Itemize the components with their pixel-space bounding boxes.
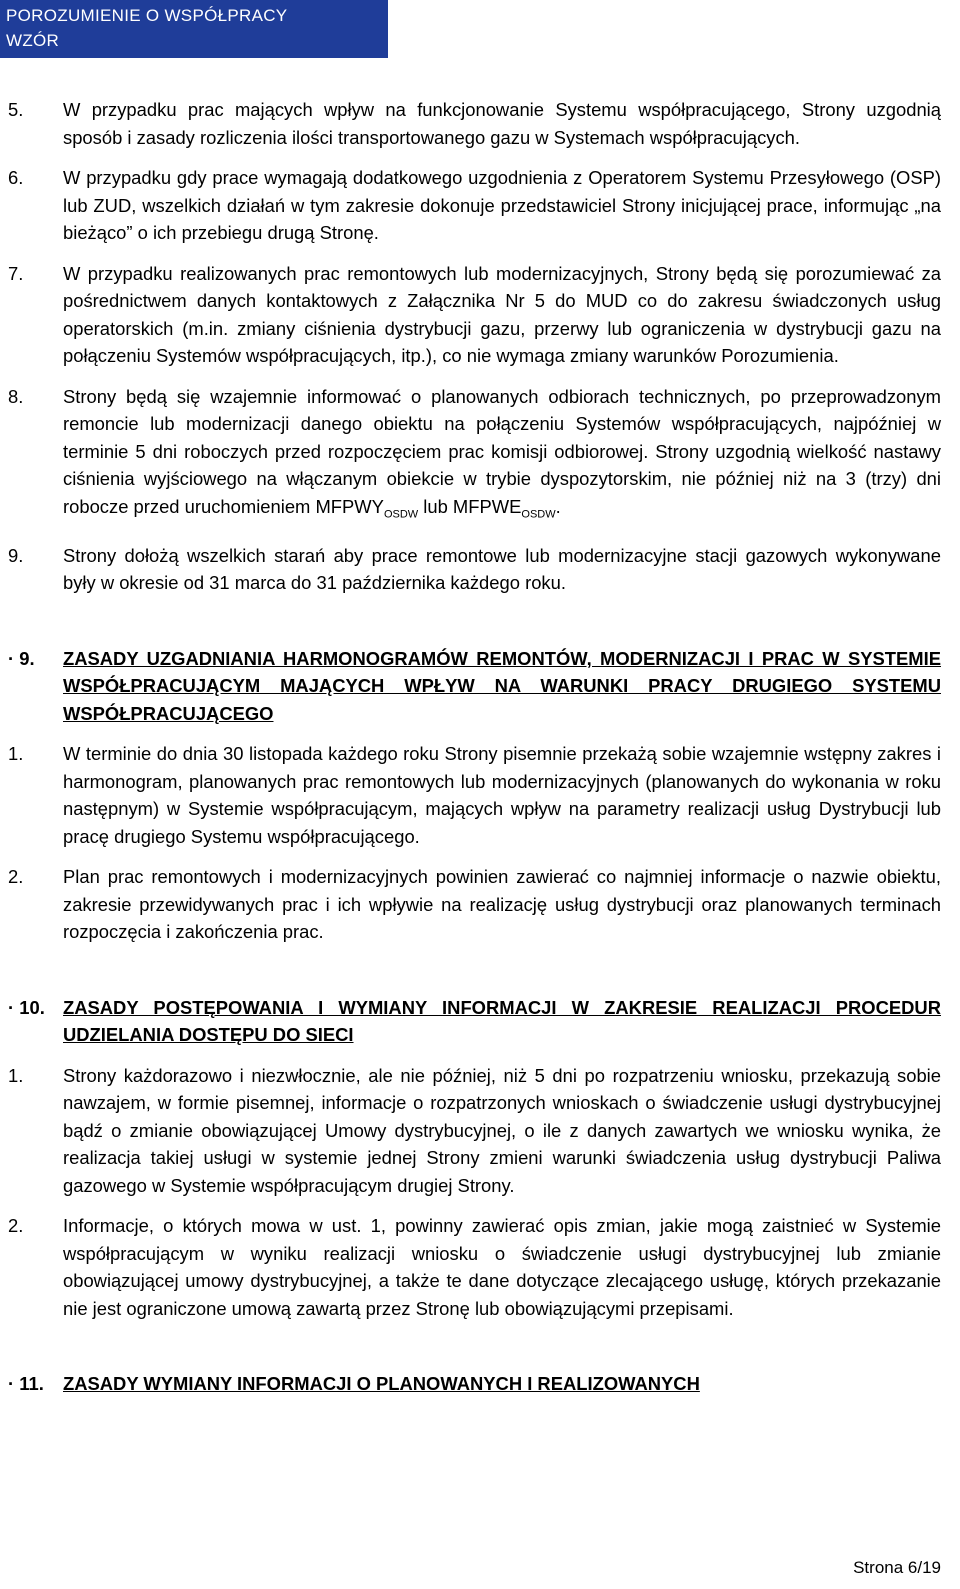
- paragraph-number: 5.: [8, 99, 24, 120]
- paragraph-number: 8.: [8, 385, 24, 407]
- paragraph-text: Plan prac remontowych i modernizacyjnych powinien zawierać co najmniej informacje o nazwie obiektu, zakresie przewidywanych prac i ich wpływie na realizację usług dystrybucji oraz planowanych terminach rozpoczęcia i zakończenia prac.: [63, 866, 941, 943]
- paragraph-7: [0, 260, 960, 370]
- section-number: 10.: [19, 996, 45, 1018]
- paragraph-text: W przypadku realizowanych prac remontowych lub modernizacyjnych, Strony będą się porozumiewać za pośrednictwem danych kontaktowych z Załącznika Nr 5 do MUD co do zakresu świadczonych usług operatorskich (m.in. zmiany ciśnienia dystrybucji gazu, przerwy lub ograniczenia w dystrybucji gazu na połączeniu Systemów współpracujących, itp.), co nie wymaga zmiany warunków Porozumienia.: [63, 262, 941, 366]
- paragraph-9: [0, 542, 960, 597]
- section-10-item-1: [0, 1062, 960, 1200]
- paragraph-5: [0, 96, 960, 151]
- section-title: ZASADY POSTĘPOWANIA I WYMIANY INFORMACJI W ZAKRESIE REALIZACJI PROCEDUR UDZIELANIA DOSTĘPU DO SIECI: [63, 996, 941, 1046]
- paragraph-text: Strony każdorazowo i niezwłocznie, ale nie później, niż 5 dni po rozpatrzeniu wniosku, przekazują sobie nawzajem, w formie pisemnej, informacje o rozpatrzonych wnioskach o świadczenie usługi dystrybucyjnej bądź o zmianie obowiązującej Umowy dystrybucyjnej, o ile z danych zawartych we wniosku wynika, że realizacja takiej usługi w systemie jednej Strony zmieni warunki świadczenia usług dystrybucji Paliwa gazowego w Systemie współpracującym drugiej Strony.: [63, 1064, 941, 1196]
- paragraph-number: 1.: [8, 743, 24, 765]
- paragraph-text-mid: lub MFPWE: [418, 495, 522, 517]
- paragraph-number: 1.: [8, 1064, 24, 1086]
- section-9-heading: [0, 645, 960, 728]
- paragraph-number: 2.: [8, 866, 24, 888]
- paragraph-8: [0, 383, 960, 529]
- paragraph-number: 6.: [8, 167, 24, 188]
- paragraph-text-end: .: [555, 495, 561, 517]
- document-header: [0, 0, 388, 58]
- section-marker: ·: [8, 647, 15, 669]
- paragraph-text: Informacje, o których mowa w ust. 1, powinny zawierać opis zmian, jakie mogą zaistnieć w Systemie współpracującym w wyniku realizacji wniosku o świadczenie usługi dystrybucyjnej lub zmianie obowiązującej umowy dystrybucyjnej, a także te dane dotyczące zlecającego usługę, których przekazanie nie jest ograniczone umową zawartą przez Stronę lub obowiązującymi przepisami.: [63, 1215, 941, 1319]
- paragraph-text: W terminie do dnia 30 listopada każdego roku Strony pisemnie przekażą sobie wzajemnie wstępny zakres i harmonogram, planowanych prac remontowych lub modernizacyjnych (planowanych do wykonania w roku następnym) w Systemie współpracującym, mających wpływ na parametry realizacji usług Dystrybucji lub pracę drugiego Systemu współpracującego.: [63, 743, 941, 847]
- section-number: 11.: [19, 1373, 44, 1395]
- document-title: POROZUMIENIE O WSPÓŁPRACY: [6, 6, 288, 25]
- section-11-heading: [0, 1370, 960, 1398]
- section-10-item-2: [0, 1212, 960, 1322]
- paragraph-text: Strony dołożą wszelkich starań aby prace remontowe lub modernizacyjne stacji gazowych wykonywane były w okresie od 31 marca do 31 października każdego roku.: [63, 544, 941, 594]
- section-title: ZASADY UZGADNIANIA HARMONOGRAMÓW REMONTÓW, MODERNIZACJI I PRAC W SYSTEMIE WSPÓŁPRACUJĄCYM MAJĄCYCH WPŁYW NA WARUNKI PRACY DRUGIEGO SYSTEMU WSPÓŁPRACUJĄCEGO: [63, 647, 941, 724]
- section-marker: ·: [8, 996, 15, 1018]
- paragraph-text: [63, 383, 941, 529]
- section-10-heading: [0, 994, 960, 1049]
- section-number: 9.: [19, 647, 35, 669]
- section-title: ZASADY WYMIANY INFORMACJI O PLANOWANYCH I REALIZOWANYCH: [63, 1373, 700, 1395]
- subscript-osdw: OSDW: [521, 508, 556, 521]
- paragraph-text: W przypadku gdy prace wymagają dodatkowego uzgodnienia z Operatorem Systemu Przesyłowego (OSP) lub ZUD, wszelkich działań w tym zakresie dokonuje przedstawiciel Strony inicjującej prace, informując „na bieżąco” o ich przebiegu drugą Stronę.: [63, 167, 941, 243]
- paragraph-number: 9.: [8, 544, 24, 566]
- paragraph-number: 7.: [8, 262, 24, 284]
- section-9-item-1: [0, 740, 960, 850]
- document-body: [0, 96, 960, 1398]
- document-subtitle: WZÓR: [6, 31, 60, 50]
- paragraph-text: W przypadku prac mających wpływ na funkcjonowanie Systemu współpracującego, Strony uzgodnią sposób i zasady rozliczenia ilości transportowanego gazu w Systemach współpracujących.: [63, 99, 941, 148]
- section-9-item-2: [0, 863, 960, 946]
- section-marker: ·: [8, 1373, 15, 1395]
- paragraph-number: 2.: [8, 1215, 24, 1237]
- subscript-osdw: OSDW: [383, 508, 419, 521]
- paragraph-text-main: Strony będą się wzajemnie informować o planowanych odbiorach technicznych, po przeprowadzonym remoncie lub modernizacji danego obiektu na połączeniu Systemów współpracujących, najpóźniej w terminie 5 dni roboczych przed rozpoczęciem prac komisji odbiorowej. Strony uzgodnią wielkość nastawy ciśnienia wyjściowego na włączanym obiekcie w trybie dyspozytorskim, nie później niż na 3 (trzy) dni robocze przed uruchomieniem MFPWY: [63, 385, 941, 517]
- page-number: Strona 6/19: [853, 1558, 941, 1577]
- paragraph-6: [0, 164, 960, 247]
